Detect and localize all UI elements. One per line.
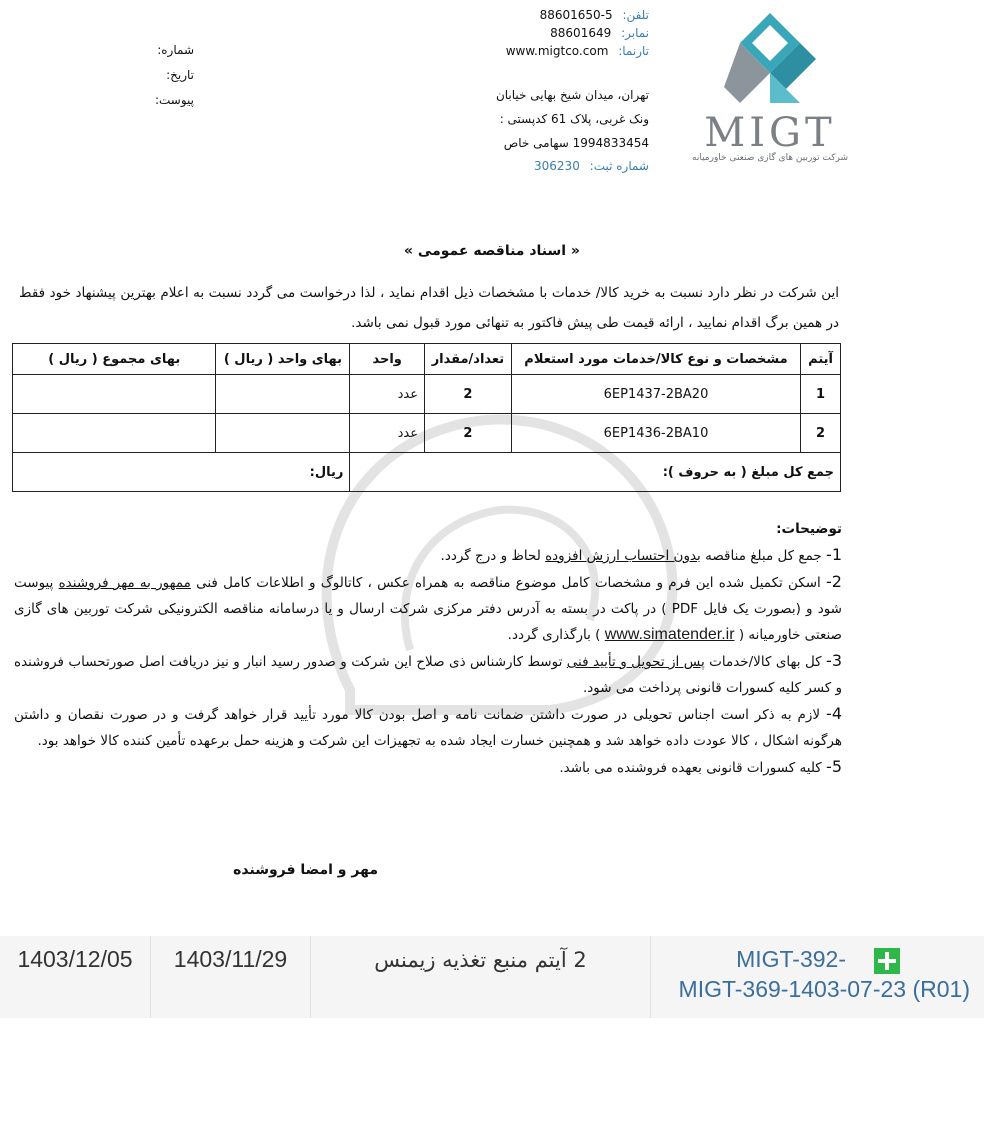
simatender-link[interactable]: www.simatender.ir: [604, 626, 735, 643]
logo-text: MIGT: [704, 110, 836, 156]
plus-icon[interactable]: [874, 948, 900, 974]
listing-row[interactable]: [0, 936, 984, 1018]
note-text: اسکن تکمیل شده این فرم و مشخصات کامل موضوع مناقصه به همراه عکس ، کاتالوگ و اطلاعات کامل فنی: [190, 575, 827, 591]
note-emphasis: ممهور به مهر فروشنده: [58, 575, 191, 591]
row-item: 1: [801, 375, 841, 414]
note-4: [14, 701, 842, 754]
row-unit: عدد: [350, 414, 425, 453]
row-unit-price[interactable]: [216, 414, 350, 453]
address-line-3: 1994833454 سهامی خاص: [503, 136, 649, 150]
note-number: 3-: [826, 651, 843, 670]
note-text: ) بارگذاری گردد.: [507, 627, 605, 643]
row-total-price[interactable]: [13, 414, 216, 453]
tender-code-line-2: MIGT-369-1403-07-23 (R01): [678, 976, 970, 1002]
end-date: 1403/12/05: [17, 946, 133, 972]
note-number: 5-: [826, 757, 842, 776]
note-emphasis: پس از تحویل و تأیید فنی: [566, 654, 705, 670]
row-unit-price[interactable]: [216, 375, 350, 414]
registration-label: شماره ثبت:: [589, 159, 649, 173]
tender-title[interactable]: 2 آیتم منبع تغذیه زیمنس: [310, 936, 650, 1018]
note-number: 2-: [826, 572, 842, 591]
notes-section: [14, 516, 842, 781]
table-row: [13, 414, 841, 453]
note-text: توسط کارشناس ذی صلاح این شرکت و صدور رسید انبار و نیز دریافت اصل صورتحساب فروشنده و کسر کلیه کسورات قانونی پرداخت می شود.: [14, 654, 842, 696]
items-table: [12, 343, 841, 492]
note-5: [14, 754, 842, 781]
phone-value: 88601650-5: [539, 8, 613, 22]
table-header-row: [13, 344, 841, 375]
website-label: تارنما:: [618, 44, 649, 58]
note-text: لحاظ و درج گردد.: [440, 548, 546, 564]
logo-subtitle: شرکت توربین های گازی صنعتی خاورمیانه: [692, 153, 848, 163]
fax-value: 88601649: [550, 26, 612, 40]
table-row: [13, 375, 841, 414]
website-line: [506, 44, 649, 58]
tender-code-line-1: MIGT-392-: [736, 946, 846, 972]
note-text: جمع کل مبلغ مناقصه: [700, 548, 827, 564]
row-description: 6EP1436-2BA10: [511, 414, 800, 453]
number-label: شماره:: [157, 43, 194, 57]
note-number: 1-: [826, 545, 842, 564]
registration-line: [534, 159, 649, 173]
note-1: [14, 542, 842, 569]
sum-currency[interactable]: ریال:: [13, 453, 350, 492]
phone-label: تلفن:: [622, 8, 649, 22]
header-unit: واحد: [350, 344, 425, 375]
header-unit-price: بهای واحد ( ریال ): [216, 344, 350, 375]
document-title: « اسناد مناقصه عمومی »: [404, 243, 580, 259]
tender-code[interactable]: [650, 936, 984, 1018]
row-quantity: 2: [424, 375, 511, 414]
row-item: 2: [801, 414, 841, 453]
note-3: [14, 648, 842, 701]
attachment-label: پیوست:: [154, 93, 194, 107]
fax-label: نمابر:: [621, 26, 649, 40]
note-text: کلیه کسورات قانونی بعهده فروشنده می باشد.: [559, 760, 827, 776]
sum-row: [13, 453, 841, 492]
header-quantity: تعداد/مقدار: [424, 344, 511, 375]
address-line-1: تهران، میدان شیخ بهایی خیابان: [495, 88, 649, 102]
registration-number: 306230: [534, 159, 580, 173]
note-2: [14, 569, 842, 648]
header-total-price: بهای مجموع ( ریال ): [13, 344, 216, 375]
seller-signature-label: مهر و امضا فروشنده: [233, 862, 378, 878]
row-unit: عدد: [350, 375, 425, 414]
intro-paragraph: این شرکت در نظر دارد نسبت به خرید کالا/ خدمات با مشخصات ذیل اقدام نماید ، لذا درخواست می گردد نسبت به اعلام بهترین پیشنهاد خود فقط در همین برگ اقدام نمایید ، ارائه قیمت طی پیش فاکتور به تنهائی مورد قبول نمی باشد.: [19, 285, 839, 331]
start-date: 1403/11/29: [150, 936, 310, 1018]
row-description: 6EP1437-2BA20: [511, 375, 800, 414]
header-item: آیتم: [801, 344, 841, 375]
reference-labels: [155, 38, 194, 113]
note-emphasis: بدون احتساب ارزش افزوده: [545, 548, 701, 564]
row-total-price[interactable]: [13, 375, 216, 414]
date-label: تاریخ:: [166, 68, 194, 82]
phone-line: [540, 8, 649, 22]
row-quantity: 2: [424, 414, 511, 453]
sum-label: جمع کل مبلغ ( به حروف ):: [350, 453, 841, 492]
notes-heading: توضیحات:: [776, 521, 842, 537]
note-number: 4-: [826, 704, 842, 723]
note-text: کل بهای کالا/خدمات: [704, 654, 827, 670]
note-text: لازم به ذکر است اجناس تحویلی در صورت داشتن ضمانت نامه و اصل بودن کالا مورد تأیید قرار خواهد گرفت و در صورت نقصان و داشتن هرگونه اشکال ، کالا عودت داده خواهد شد و همچنین خسارت ایجاد شده به تجهیزات این شرکت و هزینه حمل برعهده تأمین کننده کالا خواهد بود.: [14, 707, 842, 749]
note-text: پیوست شود و (بصورت یک فایل PDF ) در پاکت در بسته به آدرس دفتر مرکزی شرکت ارسال و یا درسامانه مناقصه الکترونیکی شرکت توربین های گازی صنعتی خاورمیانه (: [14, 575, 842, 643]
address-line-2: ونک غربی، پلاک 61 کدپستی :: [499, 112, 649, 126]
website-value[interactable]: www.migtco.com: [505, 44, 609, 58]
fax-line: [550, 26, 649, 40]
header-description: مشخصات و نوع کالا/خدمات مورد استعلام: [511, 344, 800, 375]
